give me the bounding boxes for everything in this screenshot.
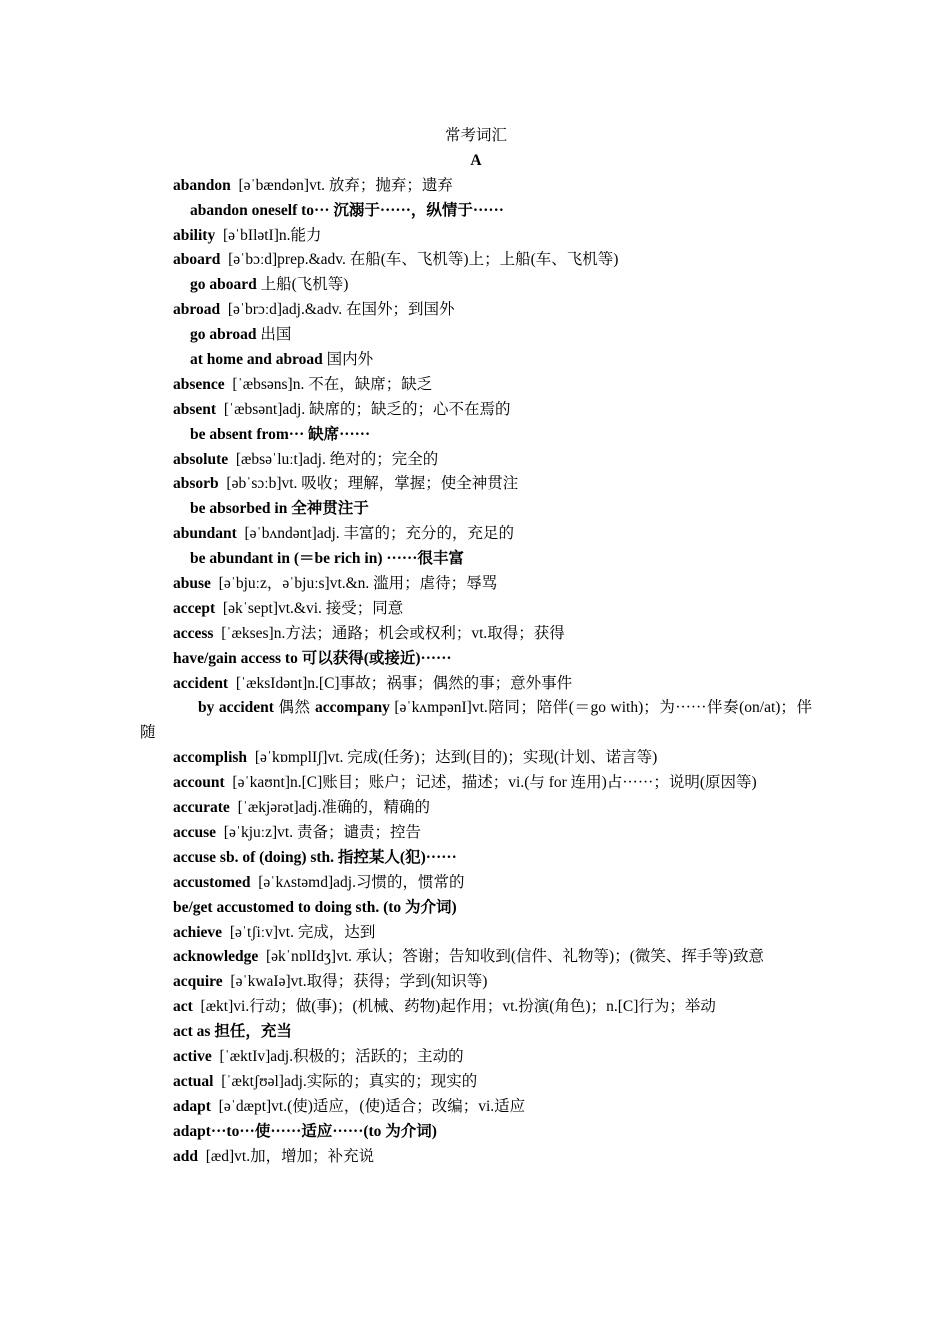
definition: [əˈbɔːd]prep.&adv. 在船(车、飞机等)上；上船(车、飞机等) <box>228 251 619 269</box>
headword: accident <box>173 674 229 692</box>
entry-phrase <box>140 348 812 373</box>
entry-word-wrapped <box>140 771 812 796</box>
entry-word <box>140 572 812 597</box>
definition: [əkˈnɒlIdʒ]vt. 承认；答谢；告知收到(信件、礼物等)；(微笑、挥手等)致意 <box>266 948 765 966</box>
entry-phrase <box>140 323 812 348</box>
definition: [ækt]vi.行动；做(事)；(机械、药物)起作用；vt.扮演(角色)；n.[C]行为；举动 <box>200 998 716 1016</box>
headword: acknowledge <box>173 948 259 966</box>
definition: [əˈkwaIə]vt.取得；获得；学到(知识等) <box>230 973 488 991</box>
definition: [ˈækses]n.方法；通路；机会或权利；vt.取得；获得 <box>221 624 565 642</box>
headword: acquire <box>173 973 223 991</box>
definition: [æbsəˈluːt]adj. 绝对的；完全的 <box>235 450 439 468</box>
entry-word <box>140 298 812 323</box>
entry-word <box>140 1095 812 1120</box>
definition: [ˈækjərət]adj.准确的，精确的 <box>237 799 430 817</box>
phrase-meaning: 国内外 <box>322 351 374 369</box>
definition: [əˈkaʊnt]n.[C]账目；账户；记述，描述；vi.(与 for 连用)占······；说明(原因等) <box>232 774 757 792</box>
entry-word <box>140 796 812 821</box>
entry-word <box>140 970 812 995</box>
entry-phrase: adapt···to···使······适应······(to 为介词) <box>173 1122 437 1140</box>
headword: add <box>173 1147 198 1165</box>
entry-word <box>140 448 812 473</box>
entry-word <box>140 174 812 199</box>
entry-word <box>140 1070 812 1095</box>
headword: absence <box>173 375 225 393</box>
definition: [əˈbændən]vt. 放弃；抛弃；遗弃 <box>238 176 453 194</box>
phrase-head: go abroad <box>190 326 257 344</box>
entry-phrase: be absent from··· 缺席······ <box>190 425 371 443</box>
vocabulary-list <box>140 174 812 1170</box>
entry-word <box>140 522 812 547</box>
entry-phrase <box>140 273 812 298</box>
definition: [ˈæbsənt]adj. 缺席的；缺乏的；心不在焉的 <box>223 400 511 418</box>
headword: actual <box>173 1072 214 1090</box>
headword: abuse <box>173 575 211 593</box>
entry-phrase: accuse sb. of (doing) sth. 指控某人(犯)······ <box>173 848 457 866</box>
definition: [ˈæksIdənt]n.[C]事故；祸事；偶然的事；意外事件 <box>235 674 573 692</box>
headword: absolute <box>173 450 229 468</box>
entry-word <box>140 597 812 622</box>
entry-word <box>140 1045 812 1070</box>
headword: accurate <box>173 799 230 817</box>
entry-word <box>140 398 812 423</box>
entry-word <box>140 373 812 398</box>
headword: adapt <box>173 1097 211 1115</box>
headword: act <box>173 998 193 1016</box>
definition: [æd]vt.加，增加；补充说 <box>205 1147 375 1165</box>
entry-word-wrapped <box>140 945 812 970</box>
headword: accuse <box>173 823 217 841</box>
definition: [əˈbʌndənt]adj. 丰富的；充分的，充足的 <box>244 525 515 543</box>
entry-wrapped <box>140 696 812 746</box>
entry-word <box>140 248 812 273</box>
entry-word <box>140 821 812 846</box>
definition: [əˈtʃiːv]vt. 完成，达到 <box>229 923 376 941</box>
headword: account <box>173 774 225 792</box>
definition: [əˈkɒmplIʃ]vt. 完成(任务)；达到(目的)；实现(计划、诺言等) <box>254 749 658 767</box>
definition: [ˈæktIv]adj.积极的；活跃的；主动的 <box>219 1048 464 1066</box>
entry-phrase: be abundant in (＝be rich in) ······很丰富 <box>190 550 464 568</box>
definition: [əˈkjuːz]vt. 责备；谴责；控告 <box>223 823 421 841</box>
section-letter: A <box>470 151 482 169</box>
entry-word <box>140 224 812 249</box>
phrase-head: at home and abroad <box>190 351 323 369</box>
headword: aboard <box>173 251 221 269</box>
entry-word <box>140 472 812 497</box>
headword: achieve <box>173 923 223 941</box>
entry-word <box>140 871 812 896</box>
definition: [ˈæktʃʊəl]adj.实际的；真实的；现实的 <box>221 1072 478 1090</box>
headword: accomplish <box>173 749 248 767</box>
phrase-meaning: 上船(飞机等) <box>256 276 349 294</box>
document-page <box>140 124 812 1169</box>
entry-word <box>140 995 812 1020</box>
entry-word <box>140 921 812 946</box>
phrase-meaning: 出国 <box>256 326 292 344</box>
entry-word <box>140 746 812 771</box>
definition: [ˈæbsəns]n. 不在，缺席；缺乏 <box>232 375 433 393</box>
entry-word <box>140 1145 812 1170</box>
entry-phrase: be/get accustomed to doing sth. (to 为介词) <box>173 898 457 916</box>
definition: [əˈbjuːz，əˈbjuːs]vt.&n. 滥用；虐待；辱骂 <box>218 575 498 593</box>
definition: [əˈbrɔːd]adj.&adv. 在国外；到国外 <box>227 301 455 319</box>
headword: absent <box>173 400 217 418</box>
entry-word <box>140 672 812 697</box>
entry-phrase: be absorbed in 全神贯注于 <box>190 500 369 518</box>
headword: accustomed <box>173 873 251 891</box>
definition: [əkˈsept]vt.&vi. 接受；同意 <box>222 599 404 617</box>
headword: access <box>173 624 214 642</box>
headword: active <box>173 1048 212 1066</box>
headword: accompany <box>315 699 390 717</box>
definition: [əˈkʌmpənI]vt.陪同；陪伴(＝go with)；为······伴奏(on/at)；伴随 <box>140 699 812 742</box>
page-title: 常考词汇 <box>444 127 507 144</box>
headword: abroad <box>173 301 221 319</box>
entry-phrase: have/gain access to 可以获得(或接近)······ <box>173 649 452 667</box>
headword: absorb <box>173 475 219 493</box>
phrase-head: go aboard <box>190 276 257 294</box>
headword: accept <box>173 599 216 617</box>
headword: abandon <box>173 176 231 194</box>
definition: [əˈbIlətI]n.能力 <box>222 226 322 244</box>
entry-phrase: abandon oneself to··· 沉溺于······，纵情于······ <box>190 201 504 219</box>
definition: [əˈkʌstəmd]adj.习惯的，惯常的 <box>258 873 465 891</box>
phrase-head: by accident <box>198 699 274 717</box>
entry-phrase: act as 担任，充当 <box>173 1023 292 1041</box>
headword: ability <box>173 226 216 244</box>
definition: [əbˈsɔːb]vt. 吸收；理解，掌握；使全神贯注 <box>226 475 519 493</box>
entry-word <box>140 622 812 647</box>
definition: [əˈdæpt]vt.(使)适应，(使)适合；改编；vi.适应 <box>218 1097 526 1115</box>
headword: abundant <box>173 525 237 543</box>
phrase-meaning: 偶然 <box>273 699 315 717</box>
